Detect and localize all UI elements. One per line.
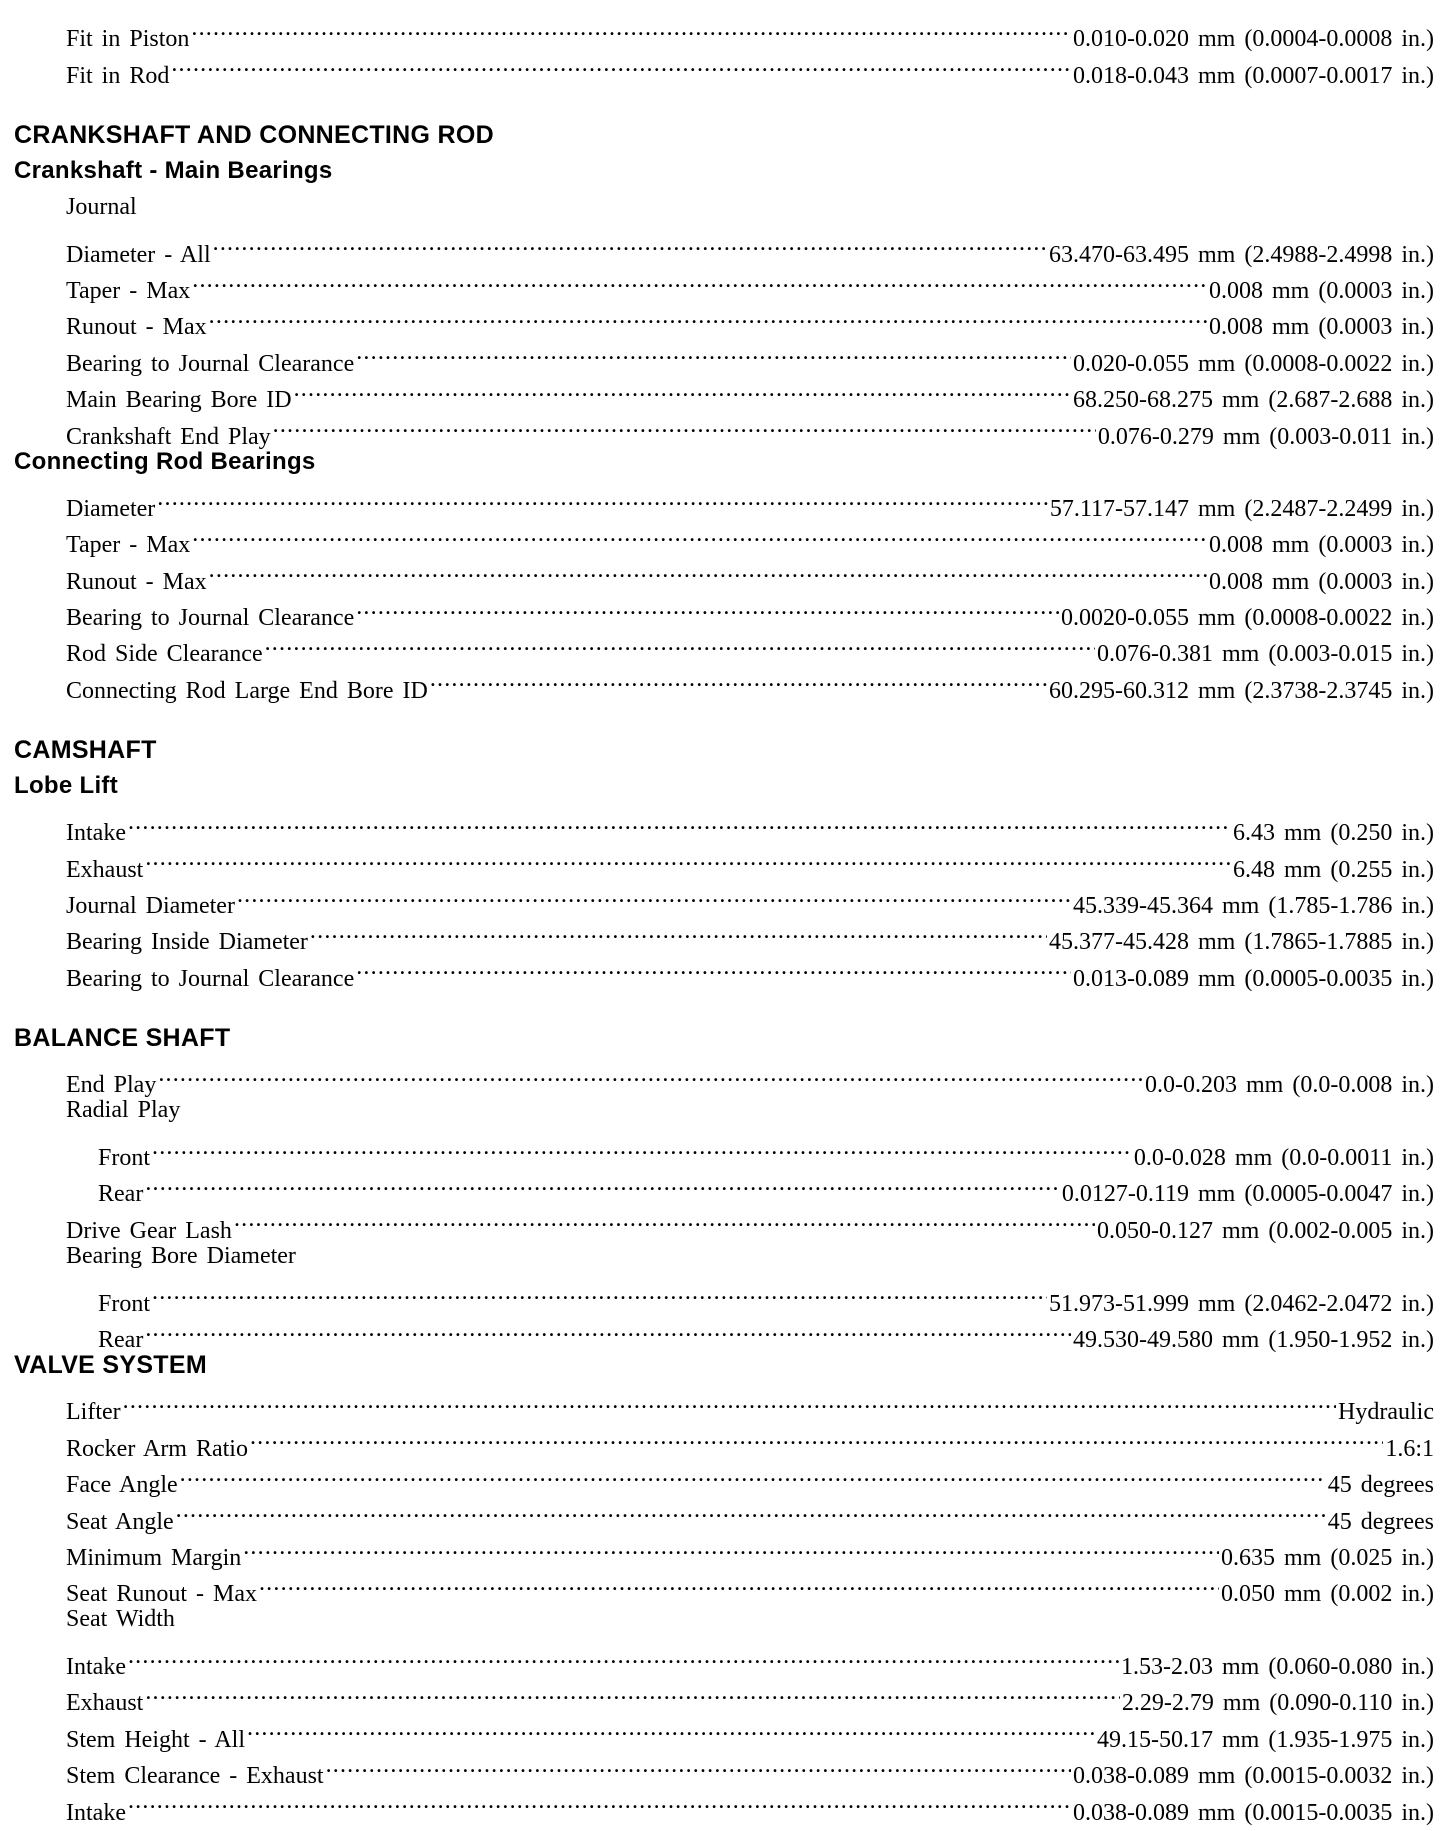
spec-value: 0.050 mm (0.002 in.) — [1221, 1581, 1434, 1608]
spec-value: 0.076-0.279 mm (0.003-0.011 in.) — [1097, 423, 1434, 450]
dot-leader — [158, 1056, 1143, 1092]
spec-value: 51.973-51.999 mm (2.0462-2.0472 in.) — [1049, 1290, 1434, 1317]
spec-label: Front — [98, 1144, 151, 1171]
dot-leader — [123, 1383, 1336, 1419]
spec-label: Rear — [98, 1326, 144, 1353]
subsection-title-main-bearings: Crankshaft - Main Bearings — [14, 156, 333, 184]
spec-label: Intake — [66, 1654, 126, 1681]
dot-leader — [265, 625, 1095, 661]
spec-group-label — [14, 1601, 1434, 1637]
dot-leader — [145, 840, 1231, 876]
spec-row — [14, 1419, 1434, 1462]
spec-row — [14, 480, 1434, 522]
spec-label: Bearing to Journal Clearance — [66, 350, 355, 377]
spec-row — [14, 1529, 1434, 1571]
spec-label: Exhaust — [66, 1690, 144, 1717]
dot-leader — [273, 407, 1096, 443]
spec-label: End Play — [66, 1072, 157, 1099]
spec-label: Journal — [66, 193, 137, 220]
spec-value: 0.008 mm (0.0003 in.) — [1209, 277, 1434, 304]
spec-label: Main Bearing Bore ID — [66, 387, 292, 414]
spec-value: 57.117-57.147 mm (2.2487-2.2499 in.) — [1049, 495, 1434, 522]
spec-value: 0.010-0.020 mm (0.0004-0.0008 in.) — [1073, 26, 1434, 53]
spec-value: 60.295-60.312 mm (2.3738-2.3745 in.) — [1049, 677, 1434, 704]
spec-sheet — [14, 10, 1434, 1826]
spec-row — [14, 1274, 1434, 1317]
dot-leader — [259, 1565, 1219, 1601]
dot-leader — [310, 913, 1047, 949]
spec-row — [14, 1492, 1434, 1535]
spec-value: 0.008 mm (0.0003 in.) — [1209, 568, 1434, 595]
spec-row — [14, 225, 1434, 268]
dot-leader — [247, 1710, 1095, 1746]
spec-label: Exhaust — [66, 856, 144, 883]
spec-label: Fit in Piston — [66, 26, 190, 53]
spec-label: Lifter — [66, 1399, 121, 1426]
spec-label: Bearing to Journal Clearance — [66, 965, 355, 992]
spec-value: 6.48 mm (0.255 in.) — [1233, 856, 1434, 883]
spec-label: Diameter — [66, 495, 156, 522]
spec-value: 0.038-0.089 mm (0.0015-0.0035 in.) — [1073, 1799, 1434, 1826]
subsection-title-connecting-rod-bearings: Connecting Rod Bearings — [14, 447, 316, 475]
spec-label: Stem Clearance - Exhaust — [66, 1763, 324, 1790]
spec-value: 45 degrees — [1327, 1472, 1434, 1499]
dot-leader — [157, 480, 1048, 516]
dot-leader — [128, 804, 1231, 840]
dot-leader — [180, 1456, 1326, 1492]
spec-label: Runout - Max — [66, 314, 207, 341]
spec-group-label — [14, 189, 1434, 225]
subsection-title-lobe-lift: Lobe Lift — [14, 771, 119, 799]
spec-label: Intake — [66, 820, 126, 847]
spec-label: Bearing to Journal Clearance — [66, 605, 355, 632]
dot-leader — [356, 334, 1071, 370]
dot-leader — [234, 1201, 1095, 1237]
spec-label: Rocker Arm Ratio — [66, 1435, 248, 1462]
spec-label: Crankshaft End Play — [66, 423, 271, 450]
section-title-crankshaft: CRANKSHAFT AND CONNECTING ROD — [14, 120, 494, 149]
spec-label: Intake — [66, 1799, 126, 1826]
spec-value: 0.0-0.203 mm (0.0-0.008 in.) — [1145, 1072, 1434, 1099]
spec-value: 45.377-45.428 mm (1.7865-1.7885 in.) — [1049, 929, 1434, 956]
spec-value: 63.470-63.495 mm (2.4988-2.4998 in.) — [1049, 241, 1434, 268]
spec-row — [14, 1456, 1434, 1499]
dot-leader — [213, 225, 1047, 261]
dot-leader — [145, 1311, 1071, 1347]
spec-label: Connecting Rod Large End Bore ID — [66, 677, 428, 704]
spec-label: Runout - Max — [66, 568, 207, 595]
dot-leader — [192, 262, 1207, 298]
dot-leader — [326, 1747, 1071, 1783]
spec-value: 45.339-45.364 mm (1.785-1.786 in.) — [1073, 893, 1434, 920]
dot-leader — [145, 1674, 1120, 1710]
spec-label: Taper - Max — [66, 532, 191, 559]
dot-leader — [430, 661, 1047, 697]
spec-value: 0.635 mm (0.025 in.) — [1221, 1544, 1434, 1571]
dot-leader — [145, 1165, 1060, 1201]
dot-leader — [209, 552, 1207, 588]
spec-value: 0.013-0.089 mm (0.0005-0.0035 in.) — [1073, 965, 1434, 992]
spec-label: Diameter - All — [66, 241, 211, 268]
section-title-valve-system: VALVE SYSTEM — [14, 1350, 207, 1379]
spec-group-label — [14, 1092, 1434, 1128]
spec-row — [14, 1129, 1434, 1171]
spec-label: Taper - Max — [66, 277, 191, 304]
spec-row — [14, 1056, 1434, 1099]
spec-label: Seat Width — [66, 1606, 175, 1633]
spec-value: 49.530-49.580 mm (1.950-1.952 in.) — [1073, 1326, 1434, 1353]
spec-row — [14, 1383, 1434, 1426]
spec-label: Rod Side Clearance — [66, 641, 263, 668]
dot-leader — [152, 1274, 1047, 1310]
dot-leader — [176, 1492, 1326, 1528]
spec-value: 0.008 mm (0.0003 in.) — [1209, 532, 1434, 559]
spec-value: 45 degrees — [1327, 1508, 1434, 1535]
dot-leader — [209, 298, 1207, 334]
dot-leader — [128, 1638, 1119, 1674]
dot-leader — [192, 516, 1207, 552]
spec-label: Drive Gear Lash — [66, 1217, 232, 1244]
spec-value: 6.43 mm (0.250 in.) — [1233, 820, 1434, 847]
dot-leader — [356, 949, 1071, 985]
spec-label: Rear — [98, 1181, 144, 1208]
spec-label: Bearing Bore Diameter — [66, 1242, 296, 1269]
section-title-balance-shaft: BALANCE SHAFT — [14, 1023, 231, 1052]
spec-value: 68.250-68.275 mm (2.687-2.688 in.) — [1073, 387, 1434, 414]
spec-value: 49.15-50.17 mm (1.935-1.975 in.) — [1097, 1726, 1434, 1753]
spec-value: 0.050-0.127 mm (0.002-0.005 in.) — [1097, 1217, 1434, 1244]
spec-row — [14, 10, 1434, 53]
spec-label: Fit in Rod — [66, 62, 170, 89]
spec-value: 0.038-0.089 mm (0.0015-0.0032 in.) — [1073, 1763, 1434, 1790]
dot-leader — [250, 1419, 1383, 1455]
spec-label: Face Angle — [66, 1472, 178, 1499]
spec-value: 0.018-0.043 mm (0.0007-0.0017 in.) — [1073, 62, 1434, 89]
dot-leader — [128, 1783, 1071, 1819]
dot-leader — [171, 46, 1071, 82]
spec-value: 0.0-0.028 mm (0.0-0.0011 in.) — [1133, 1144, 1434, 1171]
spec-row — [14, 877, 1434, 920]
spec-value: 1.6:1 — [1385, 1435, 1434, 1462]
spec-value: 0.0020-0.055 mm (0.0008-0.0022 in.) — [1061, 605, 1434, 632]
spec-value: 0.020-0.055 mm (0.0008-0.0022 in.) — [1073, 350, 1434, 377]
spec-label: Seat Angle — [66, 1508, 174, 1535]
spec-value: 0.008 mm (0.0003 in.) — [1209, 314, 1434, 341]
spec-label: Seat Runout - Max — [66, 1581, 257, 1608]
spec-row — [14, 1638, 1434, 1681]
dot-leader — [243, 1529, 1219, 1565]
dot-leader — [356, 589, 1059, 625]
spec-row — [14, 840, 1434, 883]
spec-label: Front — [98, 1290, 151, 1317]
section-title-camshaft: CAMSHAFT — [14, 735, 157, 764]
spec-value: Hydraulic — [1338, 1399, 1434, 1426]
dot-leader — [152, 1129, 1132, 1165]
spec-label: Stem Height - All — [66, 1726, 245, 1753]
spec-label: Bearing Inside Diameter — [66, 929, 308, 956]
spec-label: Journal Diameter — [66, 893, 235, 920]
dot-leader — [294, 371, 1071, 407]
spec-value: 0.0127-0.119 mm (0.0005-0.0047 in.) — [1061, 1181, 1434, 1208]
dot-leader — [191, 10, 1071, 46]
spec-group-label — [14, 1238, 1434, 1274]
spec-value: 0.076-0.381 mm (0.003-0.015 in.) — [1097, 641, 1434, 668]
spec-label: Minimum Margin — [66, 1544, 242, 1571]
spec-label: Radial Play — [66, 1097, 181, 1124]
spec-value: 2.29-2.79 mm (0.090-0.110 in.) — [1121, 1690, 1434, 1717]
dot-leader — [237, 877, 1071, 913]
spec-value: 1.53-2.03 mm (0.060-0.080 in.) — [1121, 1654, 1434, 1681]
spec-row — [14, 804, 1434, 847]
